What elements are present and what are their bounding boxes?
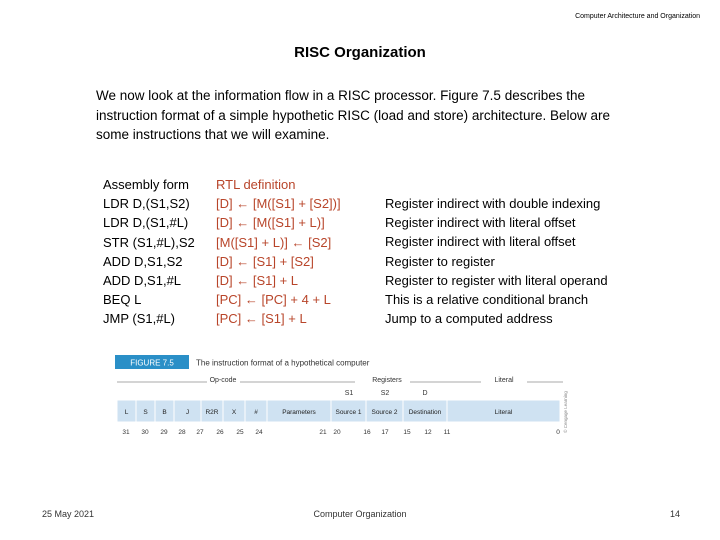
field-label-destination: Destination <box>408 409 442 416</box>
bit-number: 17 <box>381 429 389 436</box>
field-label-j: J <box>185 409 190 416</box>
description-item: Register indirect with literal offset <box>385 234 576 250</box>
field-label-hash: # <box>254 409 258 416</box>
assembly-item: LDR D,(S1,S2) <box>103 196 190 212</box>
field-label-source-1: Source 1 <box>335 409 362 416</box>
page-number: 14 <box>669 509 680 519</box>
instruction-format-figure <box>115 352 570 440</box>
description-item: Register indirect with literal offset <box>385 215 576 231</box>
bit-number: 25 <box>236 429 244 436</box>
assembly-item: STR (S1,#L),S2 <box>103 234 195 250</box>
figure-label: FIGURE 7.5 <box>130 358 174 368</box>
bit-number: 12 <box>424 429 432 436</box>
bit-number: 11 <box>443 429 451 436</box>
footer-title: Computer Organization <box>313 509 407 519</box>
rtl-header: RTL definition <box>216 177 296 192</box>
reg-label-s1: S1 <box>344 390 354 397</box>
rtl-column <box>216 175 341 329</box>
bit-number: 15 <box>403 429 411 436</box>
assembly-item: ADD D,S1,#L <box>103 273 182 289</box>
rtl-item: [M([S1] + L)] ← [S2] <box>216 234 332 250</box>
description-item: Register indirect with double indexing <box>385 196 601 211</box>
assembly-column <box>103 175 195 329</box>
field-label-x: X <box>231 409 237 416</box>
rtl-item: [D] ← [M([S1] + L)] <box>216 215 325 231</box>
rtl-item: [PC] ← [S1] + L <box>216 311 307 327</box>
assembly-item: LDR D,(S1,#L) <box>103 215 189 231</box>
reg-label-d: D <box>422 390 428 397</box>
bit-number: 30 <box>141 429 149 436</box>
rtl-item: [PC] ← [PC] + 4 + L <box>216 292 331 308</box>
field-label-literal: Literal <box>494 409 513 416</box>
literal-group-label: Literal <box>494 377 514 384</box>
opcode-group-label: Op-code <box>209 377 237 384</box>
bit-number: 28 <box>178 429 186 436</box>
description-column <box>385 194 608 328</box>
field-label-parameters: Parameters <box>282 409 316 416</box>
field-label-r2r: R2R <box>205 409 219 416</box>
figure-copyright: © Cengage Learning <box>563 391 568 433</box>
registers-group-label: Registers <box>372 377 402 384</box>
description-item: This is a relative conditional branch <box>385 292 589 308</box>
rtl-item: [D] ← [S1] + [S2] <box>216 253 314 269</box>
bit-number: 0 <box>556 429 560 436</box>
bit-number: 24 <box>255 429 263 436</box>
rtl-item: [D] ← [M([S1] + [S2])] <box>216 196 341 212</box>
instruction-field-row <box>117 400 560 422</box>
bit-number: 26 <box>216 429 224 436</box>
bit-number: 21 <box>319 429 327 436</box>
bit-number: 16 <box>363 429 371 436</box>
bit-number-row <box>122 429 560 436</box>
description-item: Jump to a computed address <box>385 311 553 327</box>
bit-number: 27 <box>196 429 204 436</box>
intro-paragraph: We now look at the information flow in a RISC processor. Figure 7.5 describes the instruction format of a simple hypothetic RISC (load and store) architecture. Below are some instructions that we will examine. <box>96 88 610 142</box>
description-item: Register to register with literal operand <box>385 272 608 288</box>
reg-label-s2: S2 <box>380 390 390 397</box>
description-item: Register to register <box>385 253 495 269</box>
figure-caption: The instruction format of a hypothetical computer <box>196 358 370 368</box>
field-label-l: L <box>124 409 129 416</box>
assembly-item: ADD D,S1,S2 <box>103 253 183 269</box>
course-header: Computer Architecture and Organization <box>575 13 700 20</box>
field-label-source-2: Source 2 <box>371 409 398 416</box>
field-label-s: S <box>143 409 148 416</box>
slide-title: RISC Organization <box>294 44 426 61</box>
bit-number: 29 <box>160 429 168 436</box>
bit-number: 31 <box>122 429 130 436</box>
assembly-item: BEQ L <box>103 292 142 308</box>
footer-date: 25 May 2021 <box>42 509 95 519</box>
bit-number: 20 <box>333 429 341 436</box>
assembly-item: JMP (S1,#L) <box>103 311 176 327</box>
assembly-header: Assembly form <box>103 177 189 192</box>
field-label-b: B <box>162 409 167 416</box>
rtl-item: [D] ← [S1] + L <box>216 273 299 289</box>
